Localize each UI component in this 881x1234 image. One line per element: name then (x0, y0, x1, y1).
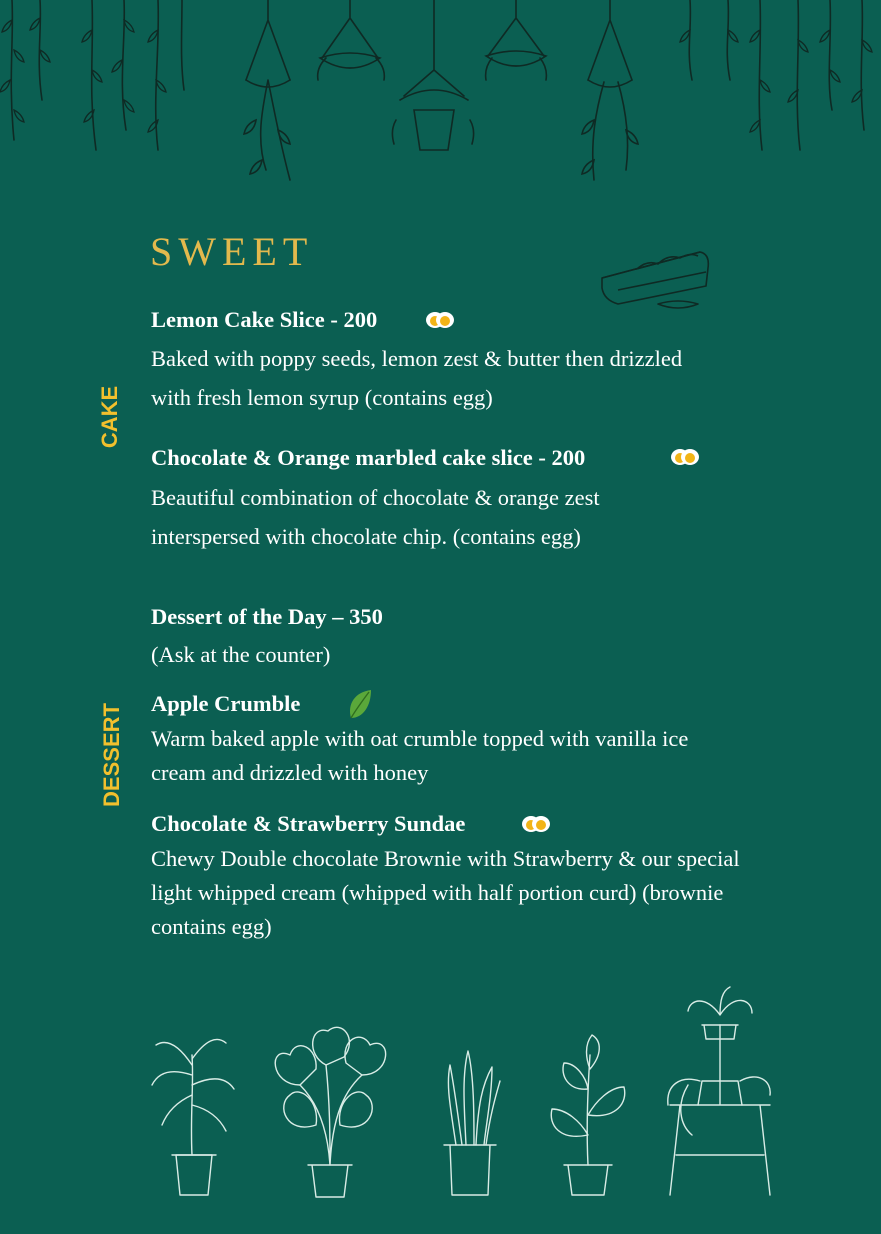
menu-item-name: Apple Crumble (151, 691, 301, 716)
category-label-dessert: DESSERT (99, 703, 124, 807)
menu-item-name: Chocolate & Strawberry Sundae (151, 811, 466, 836)
potted-plants-illustration (140, 985, 790, 1205)
egg-icon (425, 309, 455, 331)
pie-slice-illustration (598, 238, 714, 318)
hanging-plants-illustration (0, 0, 881, 200)
menu-item-description: Warm baked apple with oat crumble topped with vanilla ice cream and drizzled with honey (151, 726, 689, 785)
egg-icon (521, 813, 551, 835)
menu-item-description: Chewy Double chocolate Brownie with Strawberry & our special light whipped cream (whipped with half portion curd) (brownie contains egg) (151, 846, 740, 939)
menu-item-description: Baked with poppy seeds, lemon zest & butter then drizzled with fresh lemon syrup (contains egg) (151, 346, 683, 410)
egg-icon (670, 446, 700, 468)
menu-item-description: Beautiful combination of chocolate & orange zest interspersed with chocolate chip. (contains egg) (151, 485, 600, 549)
menu-item-name: Dessert of the Day – 350 (151, 604, 383, 629)
menu-item-name: Chocolate & Orange marbled cake slice - 200 (151, 445, 586, 470)
menu-item-name: Lemon Cake Slice - 200 (151, 307, 378, 332)
section-title: SWEET (150, 229, 314, 274)
menu-item-description: (Ask at the counter) (151, 642, 331, 667)
leaf-icon (347, 688, 373, 720)
category-label-cake: CAKE (97, 385, 122, 449)
